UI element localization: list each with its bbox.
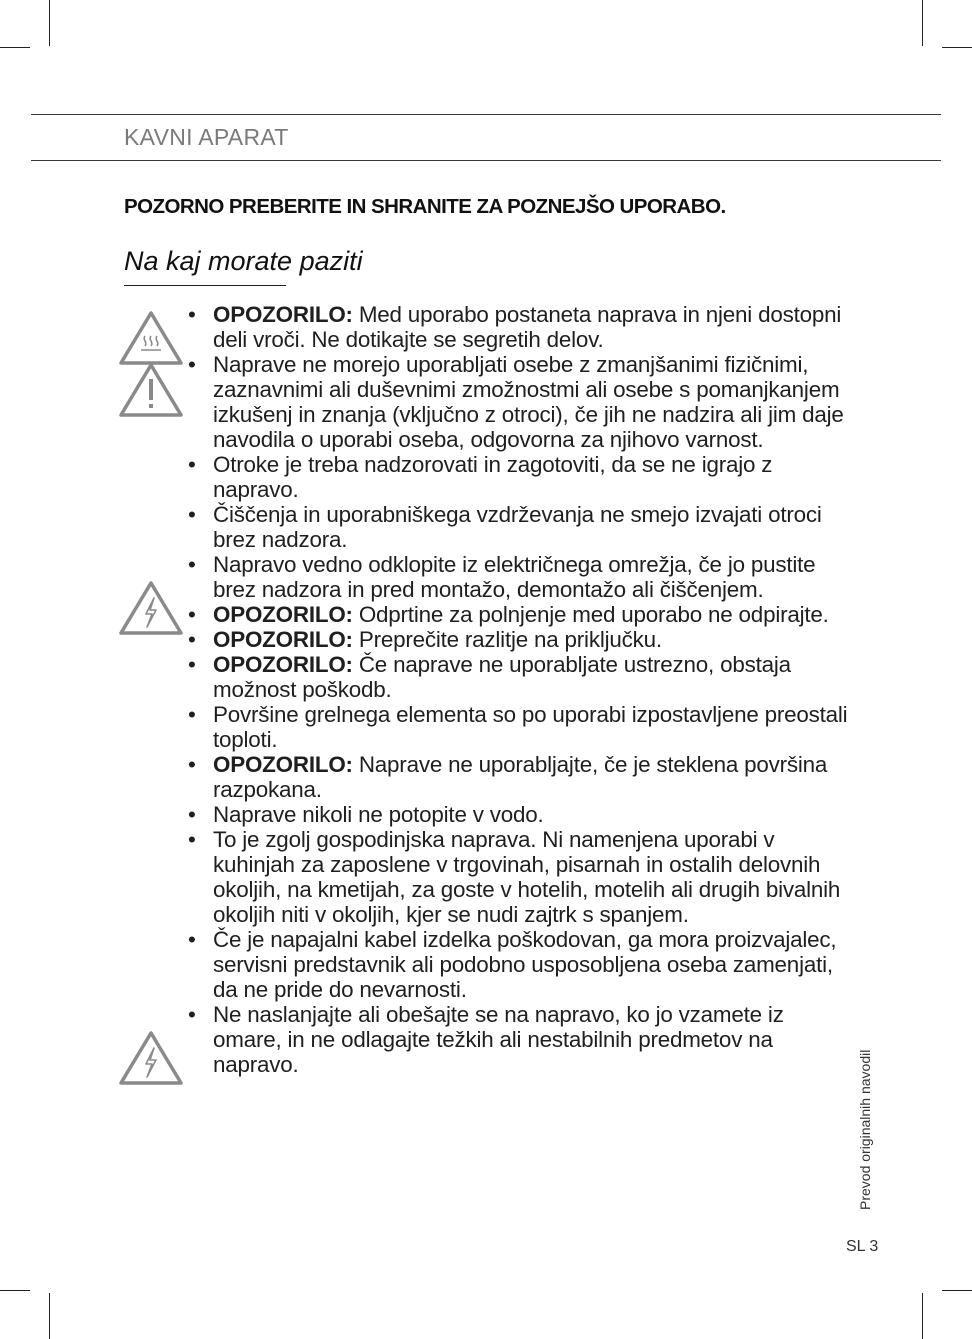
crop-mark [922, 1293, 923, 1339]
item-text: Ne naslanjajte ali obešajte se na napravo, ko jo vzamete iz omare, in ne odlagajte težkih ali nestabilnih predmetov na napravo. [213, 1002, 784, 1077]
bullet: • [188, 1002, 196, 1027]
crop-mark [942, 47, 972, 48]
list-item [186, 352, 856, 452]
bullet: • [188, 352, 196, 377]
item-text: Če je napajalni kabel izdelka poškodovan, ga mora proizvajalec, servisni predstavnik ali podobno usposobljena oseba zamenjati, da ne pride do nevarnosti. [213, 927, 837, 1002]
list-item [186, 552, 856, 602]
bullet: • [188, 827, 196, 852]
list-item [186, 702, 856, 752]
list-item [186, 452, 856, 502]
crop-mark [942, 1290, 972, 1291]
header-bottom-rule [31, 160, 941, 161]
list-item [186, 752, 856, 802]
bullet: • [188, 302, 196, 327]
crop-mark [49, 1293, 50, 1339]
item-text: Otroke je treba nadzorovati in zagotoviti, da se ne igrajo z napravo. [213, 452, 773, 502]
bullet: • [188, 502, 196, 527]
bullet: • [188, 802, 196, 827]
item-text: Naprave ne uporabljajte, če je steklena površina razpokana. [213, 752, 828, 802]
item-text: Čiščenja in uporabniškega vzdrževanja ne smejo izvajati otroci brez nadzora. [213, 502, 822, 552]
bullet: • [188, 927, 196, 952]
electric-shock-warning-icon [118, 580, 184, 636]
safety-instructions-list [186, 302, 856, 1077]
header-title: KAVNI APARAT [124, 124, 289, 150]
item-text: Naprave ne morejo uporabljati osebe z zmanjšanimi fizičnimi, zaznavnimi ali duševnimi zmožnostmi ali osebe s pomanjkanjem izkušenj in znanja (vključno z otroci), če jih ne nadzira ali jim daje navodila o uporabi oseba, odgovorna za njihovo varnost. [213, 352, 844, 452]
page-number: SL 3 [846, 1238, 879, 1255]
list-item [186, 652, 856, 702]
bullet: • [188, 602, 196, 627]
header-top-rule [31, 114, 941, 115]
bullet: • [188, 652, 196, 677]
item-text: To je zgolj gospodinjska naprava. Ni namenjena uporabi v kuhinjah za zaposlene v trgovinah, pisarnah in ostalih delovnih okoljih, na kmetijah, za goste v hotelih, motelih ali drugih bivalnih okoljih niti v okoljih, kjer se nudi zajtrk s spanjem. [213, 827, 841, 927]
item-text: Naprave nikoli ne potopite v vodo. [213, 802, 544, 827]
list-item [186, 502, 856, 552]
warning-label: OPOZORILO: [213, 302, 353, 327]
crop-mark [922, 0, 923, 46]
list-item [186, 1002, 856, 1077]
warning-label: OPOZORILO: [213, 652, 353, 677]
bullet: • [188, 627, 196, 652]
translation-note: Prevod originalnih navodil [857, 1049, 873, 1210]
list-item [186, 602, 856, 627]
warning-label: OPOZORILO: [213, 627, 353, 652]
general-warning-icon [118, 362, 184, 418]
bullet: • [188, 752, 196, 777]
list-item [186, 302, 856, 352]
item-text: Med uporabo postaneta naprava in njeni dostopni deli vroči. Ne dotikajte se segretih delov. [213, 302, 842, 352]
crop-mark [49, 0, 50, 46]
warning-label: OPOZORILO: [213, 752, 353, 777]
crop-mark [0, 1290, 30, 1291]
bullet: • [188, 702, 196, 727]
item-text: Napravo vedno odklopite iz električnega omrežja, če jo pustite brez nadzora in pred montažo, demontažo ali čiščenjem. [213, 552, 816, 602]
list-item [186, 927, 856, 1002]
electric-shock-warning-icon [118, 1030, 184, 1086]
bullet: • [188, 552, 196, 577]
list-item [186, 827, 856, 927]
warning-label: OPOZORILO: [213, 602, 353, 627]
list-item [186, 627, 856, 652]
instruction-heading: POZORNO PREBERITE IN SHRANITE ZA POZNEJŠO UPORABO. [124, 195, 726, 218]
crop-mark [0, 47, 30, 48]
section-title-underline [124, 285, 286, 286]
hot-surface-warning-icon [118, 310, 184, 366]
list-item [186, 802, 856, 827]
item-text: Odprtine za polnjenje med uporabo ne odpirajte. [352, 602, 829, 627]
item-text: Preprečite razlitje na priključku. [352, 627, 662, 652]
item-text: Površine grelnega elementa so po uporabi izpostavljene preostali toploti. [213, 702, 848, 752]
bullet: • [188, 452, 196, 477]
item-text: Če naprave ne uporabljate ustrezno, obstaja možnost poškodb. [213, 652, 791, 702]
section-title: Na kaj morate paziti [124, 246, 363, 276]
